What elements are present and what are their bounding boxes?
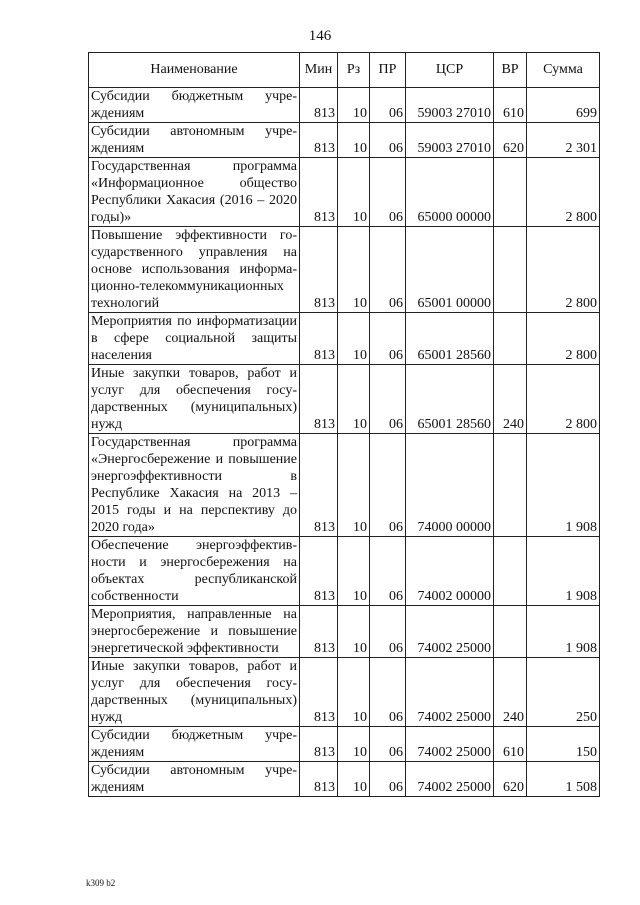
row-csr: 59003 27010 bbox=[406, 88, 494, 123]
row-vr: 620 bbox=[494, 123, 527, 158]
table-row bbox=[89, 88, 600, 123]
table-row bbox=[89, 313, 600, 365]
row-sum: 2 301 bbox=[527, 123, 600, 158]
row-pr: 06 bbox=[370, 365, 406, 434]
row-sum: 1 908 bbox=[527, 434, 600, 537]
row-pr: 06 bbox=[370, 606, 406, 658]
header-sum: Сумма bbox=[527, 53, 600, 88]
row-csr: 74002 25000 bbox=[406, 658, 494, 727]
row-vr: 610 bbox=[494, 727, 527, 762]
row-sum: 699 bbox=[527, 88, 600, 123]
row-rz: 10 bbox=[338, 123, 370, 158]
row-sum: 2 800 bbox=[527, 365, 600, 434]
table-row bbox=[89, 434, 600, 537]
table-row bbox=[89, 658, 600, 727]
row-vr bbox=[494, 606, 527, 658]
row-name: Обеспечение энергоэффективности и энергосбережения на объектах республиканской собственности bbox=[89, 537, 300, 606]
row-vr bbox=[494, 313, 527, 365]
row-min: 813 bbox=[300, 606, 338, 658]
table-row bbox=[89, 158, 600, 227]
table-header-row bbox=[89, 53, 600, 88]
row-name: Субсидии автономным учреждениям bbox=[89, 123, 300, 158]
row-csr: 65000 00000 bbox=[406, 158, 494, 227]
row-name: Государственная программа «Энергосбережение и повышение энергоэффективности в Республике Хакасия на 2013 – 2015 годы и на перспективу до 2020 года» bbox=[89, 434, 300, 537]
row-sum: 2 800 bbox=[527, 227, 600, 313]
row-name: Мероприятия, направленные на энергосбережение и повышение энергетической эффективности bbox=[89, 606, 300, 658]
table-row bbox=[89, 537, 600, 606]
row-rz: 10 bbox=[338, 537, 370, 606]
row-csr: 74000 00000 bbox=[406, 434, 494, 537]
row-min: 813 bbox=[300, 88, 338, 123]
table-row bbox=[89, 727, 600, 762]
header-pr: ПР bbox=[370, 53, 406, 88]
row-rz: 10 bbox=[338, 158, 370, 227]
row-min: 813 bbox=[300, 434, 338, 537]
row-name: Субсидии бюджетным учреждениям bbox=[89, 727, 300, 762]
row-rz: 10 bbox=[338, 313, 370, 365]
footer-code: k309 b2 bbox=[86, 878, 116, 888]
row-csr: 74002 00000 bbox=[406, 537, 494, 606]
row-sum: 1 908 bbox=[527, 537, 600, 606]
row-min: 813 bbox=[300, 762, 338, 797]
row-min: 813 bbox=[300, 313, 338, 365]
row-pr: 06 bbox=[370, 313, 406, 365]
row-pr: 06 bbox=[370, 434, 406, 537]
row-rz: 10 bbox=[338, 434, 370, 537]
table-row bbox=[89, 123, 600, 158]
row-rz: 10 bbox=[338, 88, 370, 123]
row-sum: 1 908 bbox=[527, 606, 600, 658]
header-min: Мин bbox=[300, 53, 338, 88]
row-sum: 1 508 bbox=[527, 762, 600, 797]
table-row bbox=[89, 365, 600, 434]
row-name: Субсидии автономным учреждениям bbox=[89, 762, 300, 797]
page-number: 146 bbox=[308, 28, 332, 44]
row-rz: 10 bbox=[338, 762, 370, 797]
row-name: Иные закупки товаров, работ и услуг для обеспечения государственных (муниципальных) нужд bbox=[89, 658, 300, 727]
row-pr: 06 bbox=[370, 762, 406, 797]
row-vr bbox=[494, 158, 527, 227]
row-vr bbox=[494, 227, 527, 313]
row-sum: 2 800 bbox=[527, 313, 600, 365]
row-csr: 65001 00000 bbox=[406, 227, 494, 313]
row-name: Повышение эффективности государственного управления на основе использования информационно-телекоммуникационных технологий bbox=[89, 227, 300, 313]
row-rz: 10 bbox=[338, 227, 370, 313]
row-name: Субсидии бюджетным учреждениям bbox=[89, 88, 300, 123]
row-rz: 10 bbox=[338, 658, 370, 727]
row-sum: 150 bbox=[527, 727, 600, 762]
row-rz: 10 bbox=[338, 365, 370, 434]
row-csr: 74002 25000 bbox=[406, 727, 494, 762]
row-pr: 06 bbox=[370, 158, 406, 227]
header-rz: Рз bbox=[338, 53, 370, 88]
row-min: 813 bbox=[300, 158, 338, 227]
budget-table bbox=[88, 52, 600, 797]
table-row bbox=[89, 606, 600, 658]
row-pr: 06 bbox=[370, 658, 406, 727]
table-row bbox=[89, 227, 600, 313]
table-body bbox=[89, 88, 600, 797]
row-sum: 250 bbox=[527, 658, 600, 727]
header-vr: ВР bbox=[494, 53, 527, 88]
row-pr: 06 bbox=[370, 123, 406, 158]
row-pr: 06 bbox=[370, 227, 406, 313]
row-min: 813 bbox=[300, 123, 338, 158]
row-pr: 06 bbox=[370, 537, 406, 606]
header-name: Наименование bbox=[89, 53, 300, 88]
row-rz: 10 bbox=[338, 727, 370, 762]
row-pr: 06 bbox=[370, 727, 406, 762]
row-rz: 10 bbox=[338, 606, 370, 658]
table-row bbox=[89, 762, 600, 797]
row-name: Иные закупки товаров, работ и услуг для обеспечения государственных (муниципальных) нужд bbox=[89, 365, 300, 434]
row-vr: 240 bbox=[494, 365, 527, 434]
row-min: 813 bbox=[300, 727, 338, 762]
row-vr: 620 bbox=[494, 762, 527, 797]
row-csr: 59003 27010 bbox=[406, 123, 494, 158]
row-vr bbox=[494, 434, 527, 537]
row-vr: 610 bbox=[494, 88, 527, 123]
row-min: 813 bbox=[300, 227, 338, 313]
row-name: Государственная программа «Информационное общество Республики Хакасия (2016 – 2020 годы)» bbox=[89, 158, 300, 227]
header-csr: ЦСР bbox=[406, 53, 494, 88]
row-sum: 2 800 bbox=[527, 158, 600, 227]
row-csr: 74002 25000 bbox=[406, 762, 494, 797]
row-min: 813 bbox=[300, 365, 338, 434]
row-pr: 06 bbox=[370, 88, 406, 123]
row-min: 813 bbox=[300, 658, 338, 727]
row-vr bbox=[494, 537, 527, 606]
row-csr: 65001 28560 bbox=[406, 365, 494, 434]
row-csr: 65001 28560 bbox=[406, 313, 494, 365]
row-min: 813 bbox=[300, 537, 338, 606]
row-vr: 240 bbox=[494, 658, 527, 727]
row-name: Мероприятия по информатизации в сфере социальной защиты населения bbox=[89, 313, 300, 365]
row-csr: 74002 25000 bbox=[406, 606, 494, 658]
